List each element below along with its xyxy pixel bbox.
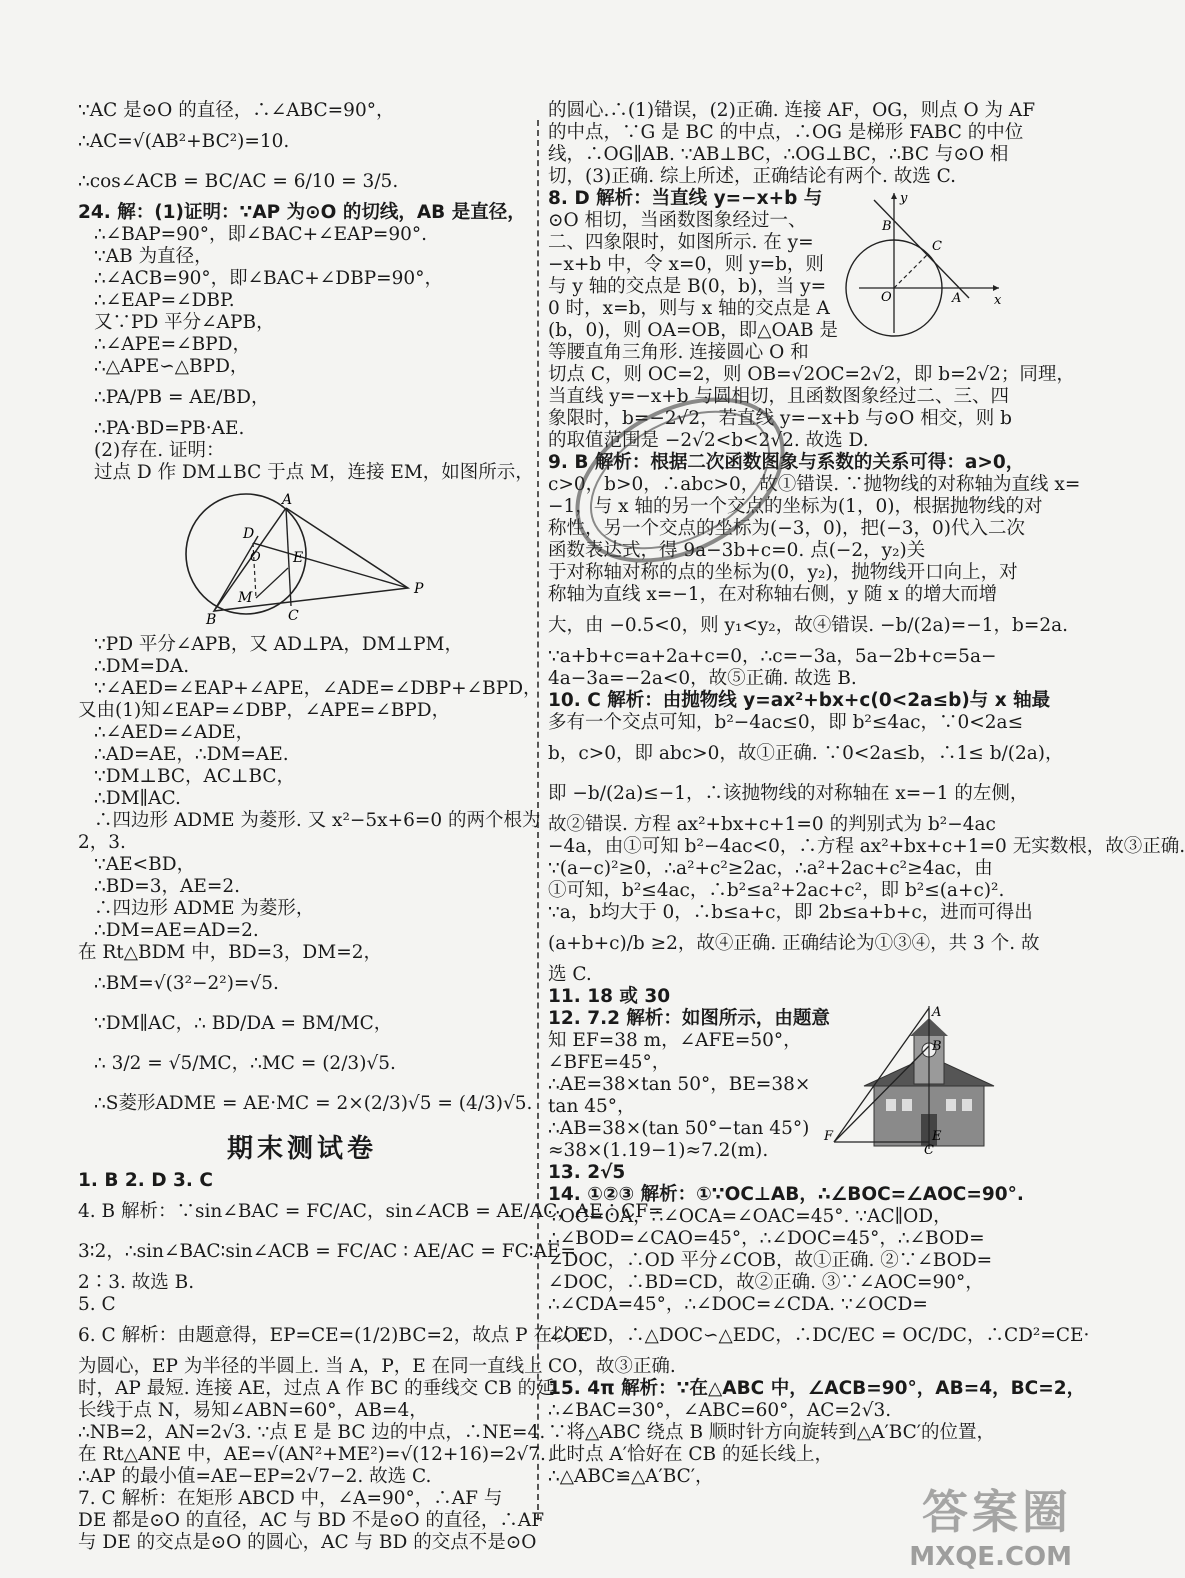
- text-line: ∴四边形 ADME 为菱形. 又 x²−5x+6=0 的两个根为: [94, 810, 541, 831]
- text-line: 知 EF=38 m，∠AFE=50°，: [548, 1030, 802, 1051]
- text-line: ∴∠BOD=∠CAO=45°，∴∠DOC=45°，∴∠BOD=: [548, 1228, 985, 1249]
- fig2-label: O: [881, 290, 892, 305]
- text-line: 函数表达式，得 9a−3b+c=0. 点(−2，y₂)关: [548, 540, 926, 561]
- text-line: (b，0)，则 OA=OB，即△OAB 是: [548, 320, 838, 341]
- text-line: ∴AD=AE，∴DM=AE.: [94, 744, 289, 765]
- text-line: ∴△ABC≌△A′BC′，: [548, 1466, 714, 1487]
- fig3-label: A: [932, 1005, 942, 1020]
- text-line: ∴BM=√(3²−2²)=√5.: [94, 973, 279, 994]
- fig1-label: B: [206, 612, 217, 628]
- question-14: 14. ①②③ 解析：①∵OC⊥AB，∴∠BOC=∠AOC=90°.: [548, 1184, 1024, 1205]
- text-line: ∴∠BAC=30°，∠ABC=60°，AC=2√3.: [548, 1400, 892, 1421]
- text-line: ∴∠BAP=90°，即∠BAC+∠EAP=90°.: [94, 224, 428, 245]
- text-line: 称轴为直线 x=−1，在对称轴右侧，y 随 x 的增大而增: [548, 584, 998, 605]
- text-line: 又∵PD 平分∠APB，: [94, 312, 275, 333]
- text-line: ∵AC 是⊙O 的直径，∴∠ABC=90°，: [78, 100, 395, 121]
- text-line: 与 DE 的交点是⊙O 的圆心，AC 与 BD 的交点不是⊙O: [78, 1532, 537, 1553]
- text-line: 时，AP 最短. 连接 AE，过点 A 作 BC 的垂线交 CB 的延: [78, 1378, 555, 1399]
- fig3-label: C: [924, 1143, 934, 1158]
- text-line: −1，与 x 轴的另一个交点的坐标为(1，0)，根据抛物线的对: [548, 496, 1043, 517]
- fig1-label: C: [288, 608, 299, 624]
- text-line: 即 −b/(2a)≤−1，∴该抛物线的对称轴在 x=−1 的左侧，: [548, 783, 1029, 804]
- text-line: ∴DM=DA.: [94, 656, 190, 677]
- text-line: 二、四象限时，如图所示. 在 y=: [548, 232, 814, 253]
- text-line: ∴四边形 ADME 为菱形，: [94, 898, 315, 919]
- fig2-label: y: [900, 191, 908, 206]
- text-line: ∵a，b均大于 0，∴b≤a+c，即 2b≤a+b+c，进而可得出: [548, 902, 1033, 923]
- text-line: ∵AB 为直径，: [94, 246, 213, 267]
- text-line: ∴PA·BD=PB·AE.: [94, 418, 245, 439]
- text-line: 2，3.: [78, 832, 126, 853]
- fig2-label: C: [932, 239, 942, 254]
- text-line: ∴∠CDA=45°，∴∠DOC=∠CDA. ∵∠OCD=: [548, 1294, 928, 1315]
- text-line: ∴AC=√(AB²+BC²)=10.: [78, 131, 290, 152]
- text-line: ∠DOC，∴BD=CD，故②正确. ③∵∠AOC=90°，: [548, 1272, 984, 1293]
- text-line: ∵DM∥AC，∴ BD/DA = BM/MC，: [94, 1013, 393, 1034]
- question-12-block: [548, 1005, 1004, 1162]
- text-line: 此时点 A′恰好在 CB 的延长线上，: [548, 1444, 833, 1465]
- text-line: 在 Rt△ANE 中，AE=√(AN²+ME²)=√(12+16)=2√7.: [78, 1444, 546, 1465]
- text-line: CO，故③正确.: [548, 1356, 676, 1377]
- question-7: 7. C 解析：在矩形 ABCD 中，∠A=90°，∴AF 与: [78, 1488, 503, 1509]
- text-line: 在 Rt△BDM 中，BD=3，DM=2，: [78, 942, 382, 963]
- text-line: ∴△APE∽△BPD，: [94, 356, 249, 377]
- text-line: 的取值范围是 −2√2<b<2√2. 故选 D.: [548, 430, 869, 451]
- question-13: 13. 2√5: [548, 1162, 626, 1183]
- text-line: 长线于点 N，易知∠ABN=60°，AB=4，: [78, 1400, 428, 1421]
- question-9: 9. B 解析：根据二次函数图象与系数的关系可得：a>0，: [548, 452, 1025, 473]
- watermark-url: MXQE.COM: [909, 1542, 1072, 1572]
- answer-line: 1. B 2. D 3. C: [78, 1170, 213, 1191]
- left-text-block-1: [78, 100, 534, 484]
- coordinate-circle-figure: [854, 188, 1004, 338]
- question-10: 10. C 解析：由抛物线 y=ax²+bx+c(0<2a≤b)与 x 轴最: [548, 690, 1051, 711]
- text-line: 0 时，x=b，则与 x 轴的交点是 A: [548, 298, 830, 319]
- text-line: ∠OCD，∴△DOC∽△EDC，∴DC/EC = OC/DC，∴CD²=CE·: [548, 1325, 1090, 1346]
- fig3-label: B: [932, 1039, 942, 1054]
- text-line: ∵PD 平分∠APB，又 AD⊥PA，DM⊥PM，: [94, 634, 463, 655]
- text-line: ∴∠APE=∠BPD，: [94, 334, 251, 355]
- text-line: ∴PA/PB = AE/BD，: [94, 387, 270, 408]
- text-line: ∠DOC，∴OD 平分∠COB，故①正确. ②∵∠BOD=: [548, 1250, 993, 1271]
- fig2-label: B: [882, 219, 892, 234]
- text-line: ∠BFE=45°，: [548, 1052, 671, 1073]
- fig3-label: E: [932, 1129, 942, 1144]
- fig1-label: D: [243, 526, 255, 542]
- text-line: 象限时，b=−2√2，若直线 y=−x+b 与⊙O 相交，则 b: [548, 408, 1012, 429]
- text-line: ∴S菱形ADME = AE·MC = 2×(2/3)√5 = (4/3)√5.: [94, 1093, 533, 1114]
- text-line: −4a，由①可知 b²−4ac<0，∴方程 ax²+bx+c+1=0 无实数根，故③正确.: [548, 836, 1185, 857]
- fig1-label: P: [414, 581, 424, 597]
- text-line: ∴AB=38×(tan 50°−tan 45°): [548, 1118, 810, 1139]
- text-line: 的中点，∵G 是 BC 的中点，∴OG 是梯形 FABC 的中位: [548, 122, 1024, 143]
- text-line: ∴∠EAP=∠DBP.: [94, 290, 235, 311]
- text-line: ∴BD=3，AE=2.: [94, 876, 240, 897]
- fig1-label: E: [293, 550, 304, 566]
- text-line: c>0，b>0，∴abc>0，故①错误. ∵抛物线的对称轴为直线 x=: [548, 474, 1081, 495]
- text-line: ∴ 3/2 = √5/MC，∴MC = (2/3)√5.: [94, 1053, 396, 1074]
- site-watermark: [909, 1476, 1072, 1572]
- left-text-block-2: [78, 634, 542, 1124]
- text-line: ∵∠AED=∠EAP+∠APE，∠ADE=∠DBP+∠BPD，: [94, 678, 542, 699]
- text-line: ∵将△ABC 绕点 B 顺时针方向旋转到△A′BC′的位置，: [548, 1422, 996, 1443]
- text-line: (a+b+c)/b ≥2，故④正确. 正确结论为①③④，共 3 个. 故: [548, 933, 1040, 954]
- circle-tangent-figure: [78, 486, 526, 626]
- text-line: 线，∴OG∥AB. ∵AB⊥BC，∴OG⊥BC，∴BC 与⊙O 相: [548, 144, 1009, 165]
- text-line: ∴DM∥AC.: [94, 788, 181, 809]
- text-line: 2∶3. 故选 B.: [78, 1272, 195, 1293]
- watermark-logo-text: 答案圈: [922, 1485, 1072, 1539]
- text-line: ∴NB=2，AN=2√3. ∵点 E 是 BC 边的中点，∴NE=4.: [78, 1422, 546, 1443]
- text-line: DE 都是⊙O 的直径，AC 与 BD 不是⊙O 的直径，∴AF: [78, 1510, 545, 1531]
- text-line: ∴AE=38×tan 50°，BE=38×: [548, 1074, 811, 1095]
- question-8: 8. D 解析：当直线 y=−x+b 与: [548, 188, 823, 209]
- text-line: 等腰直角三角形. 连接圆心 O 和: [548, 342, 809, 363]
- fig1-label: A: [282, 492, 293, 508]
- text-line: 切点 C，则 OC=2，则 OB=√2OC=2√2，即 b=2√2；同理，: [548, 364, 1075, 385]
- text-line: ∵(a−c)²≥0，∴a²+c²≥2ac，∴a²+2ac+c²≥4ac，由: [548, 858, 993, 879]
- text-line: 与 y 轴的交点是 B(0，b)，当 y=: [548, 276, 827, 297]
- text-line: ∴cos∠ACB = BC/AC = 6/10 = 3/5.: [78, 171, 399, 192]
- text-line: 3∶2，∴sin∠BAC∶sin∠ACB = FC/AC ∶ AE/AC = FC∶AE=: [78, 1241, 576, 1262]
- text-line: ①可知，b²≤4ac，∴b²≤a²+2ac+c²，即 b²≤(a+c)².: [548, 880, 1005, 901]
- text-line: −x+b 中，令 x=0，则 y=b，则: [548, 254, 824, 275]
- text-line: ∴∠AED=∠ADE，: [94, 722, 255, 743]
- text-line: (2)存在. 证明：: [94, 440, 225, 461]
- question-15: 15. 4π 解析：∵在△ABC 中，∠ACB=90°，AB=4，BC=2，: [548, 1378, 1086, 1399]
- right-column: [548, 100, 1185, 1488]
- question-5: 5. C: [78, 1294, 116, 1315]
- text-line: 故②错误. 方程 ax²+bx+c+1=0 的判别式为 b²−4ac: [548, 814, 996, 835]
- fig1-label: O: [250, 550, 261, 565]
- text-line: 为圆心，EP 为半径的半圆上. 当 A，P，E 在同一直线上: [78, 1356, 543, 1377]
- text-line: tan 45°，: [548, 1096, 636, 1117]
- text-line: 4a−3a=−2a<0，故⑤正确. 故选 B.: [548, 668, 857, 689]
- text-line: ∴DM=AE=AD=2.: [94, 920, 259, 941]
- question-4: 4. B 解析：∵sin∠BAC = FC/AC，sin∠ACB = AE/AC，AE∶CF=: [78, 1201, 664, 1222]
- text-line: 过点 D 作 DM⊥BC 于点 M，连接 EM，如图所示，: [94, 462, 534, 483]
- text-line: ∴AP 的最小值=AE−EP=2√7−2. 故选 C.: [78, 1466, 432, 1487]
- section-title: 期末测试卷: [226, 1134, 377, 1164]
- text-line: 大，由 −0.5<0，则 y₁<y₂，故④错误. −b/(2a)=−1，b=2a.: [548, 615, 1069, 636]
- fig3-label: F: [824, 1129, 834, 1144]
- fig2-label: x: [994, 293, 1002, 308]
- text-line: 的圆心.∴(1)错误，(2)正确. 连接 AF，OG，则点 O 为 AF: [548, 100, 1036, 121]
- text-line: ∵DM⊥BC，AC⊥BC，: [94, 766, 296, 787]
- fig1-label: M: [238, 590, 253, 606]
- text-line: 多有一个交点可知，b²−4ac≤0，即 b²≤4ac，∵0<2a≤: [548, 712, 1024, 733]
- question-24: 24. 解：(1)证明：∵AP 为⊙O 的切线，AB 是直径，: [78, 202, 526, 223]
- question-11: 11. 18 或 30: [548, 986, 671, 1007]
- text-line: ∴∠ACB=90°，即∠BAC+∠DBP=90°，: [94, 268, 443, 289]
- fig2-label: A: [952, 291, 962, 306]
- text-line: ≈38×(1.19−1)≈7.2(m).: [548, 1140, 769, 1161]
- text-line: 于对称轴对称的点的坐标为(0，y₂)，抛物线开口向上，对: [548, 562, 1018, 583]
- text-line: 又由(1)知∠EAP=∠DBP，∠APE=∠BPD，: [78, 700, 451, 721]
- text-line: ∵a+b+c=a+2a+c=0，∴c=−3a，5a−2b+c=5a−: [548, 646, 997, 667]
- text-line: ∵AE<BD，: [94, 854, 196, 875]
- text-line: ∵OC=OA，∴∠OCA=∠OAC=45°. ∵AC∥OD，: [548, 1206, 952, 1227]
- question-12: 12. 7.2 解析：如图所示，由题意: [548, 1008, 830, 1029]
- text-line: ⊙O 相切，当函数图象经过一、: [548, 210, 807, 231]
- building-figure: [824, 1004, 1004, 1158]
- question-8-block: [548, 188, 1004, 364]
- text-line: 当直线 y=−x+b 与圆相切，且函数图象经过二、三、四: [548, 386, 1009, 407]
- text-line: 切，(3)正确. 综上所述，正确结论有两个. 故选 C.: [548, 166, 956, 187]
- text-line: 选 C.: [548, 964, 592, 985]
- question-6: 6. C 解析：由题意得，EP=CE=(1/2)BC=2，故点 P 在以 E: [78, 1325, 590, 1346]
- text-line: 称性，另一个交点的坐标为(−3，0)，把(−3，0)代入二次: [548, 518, 1025, 539]
- text-line: b，c>0，即 abc>0，故①正确. ∵0<2a≤b，∴1≤ b/(2a)，: [548, 743, 1064, 764]
